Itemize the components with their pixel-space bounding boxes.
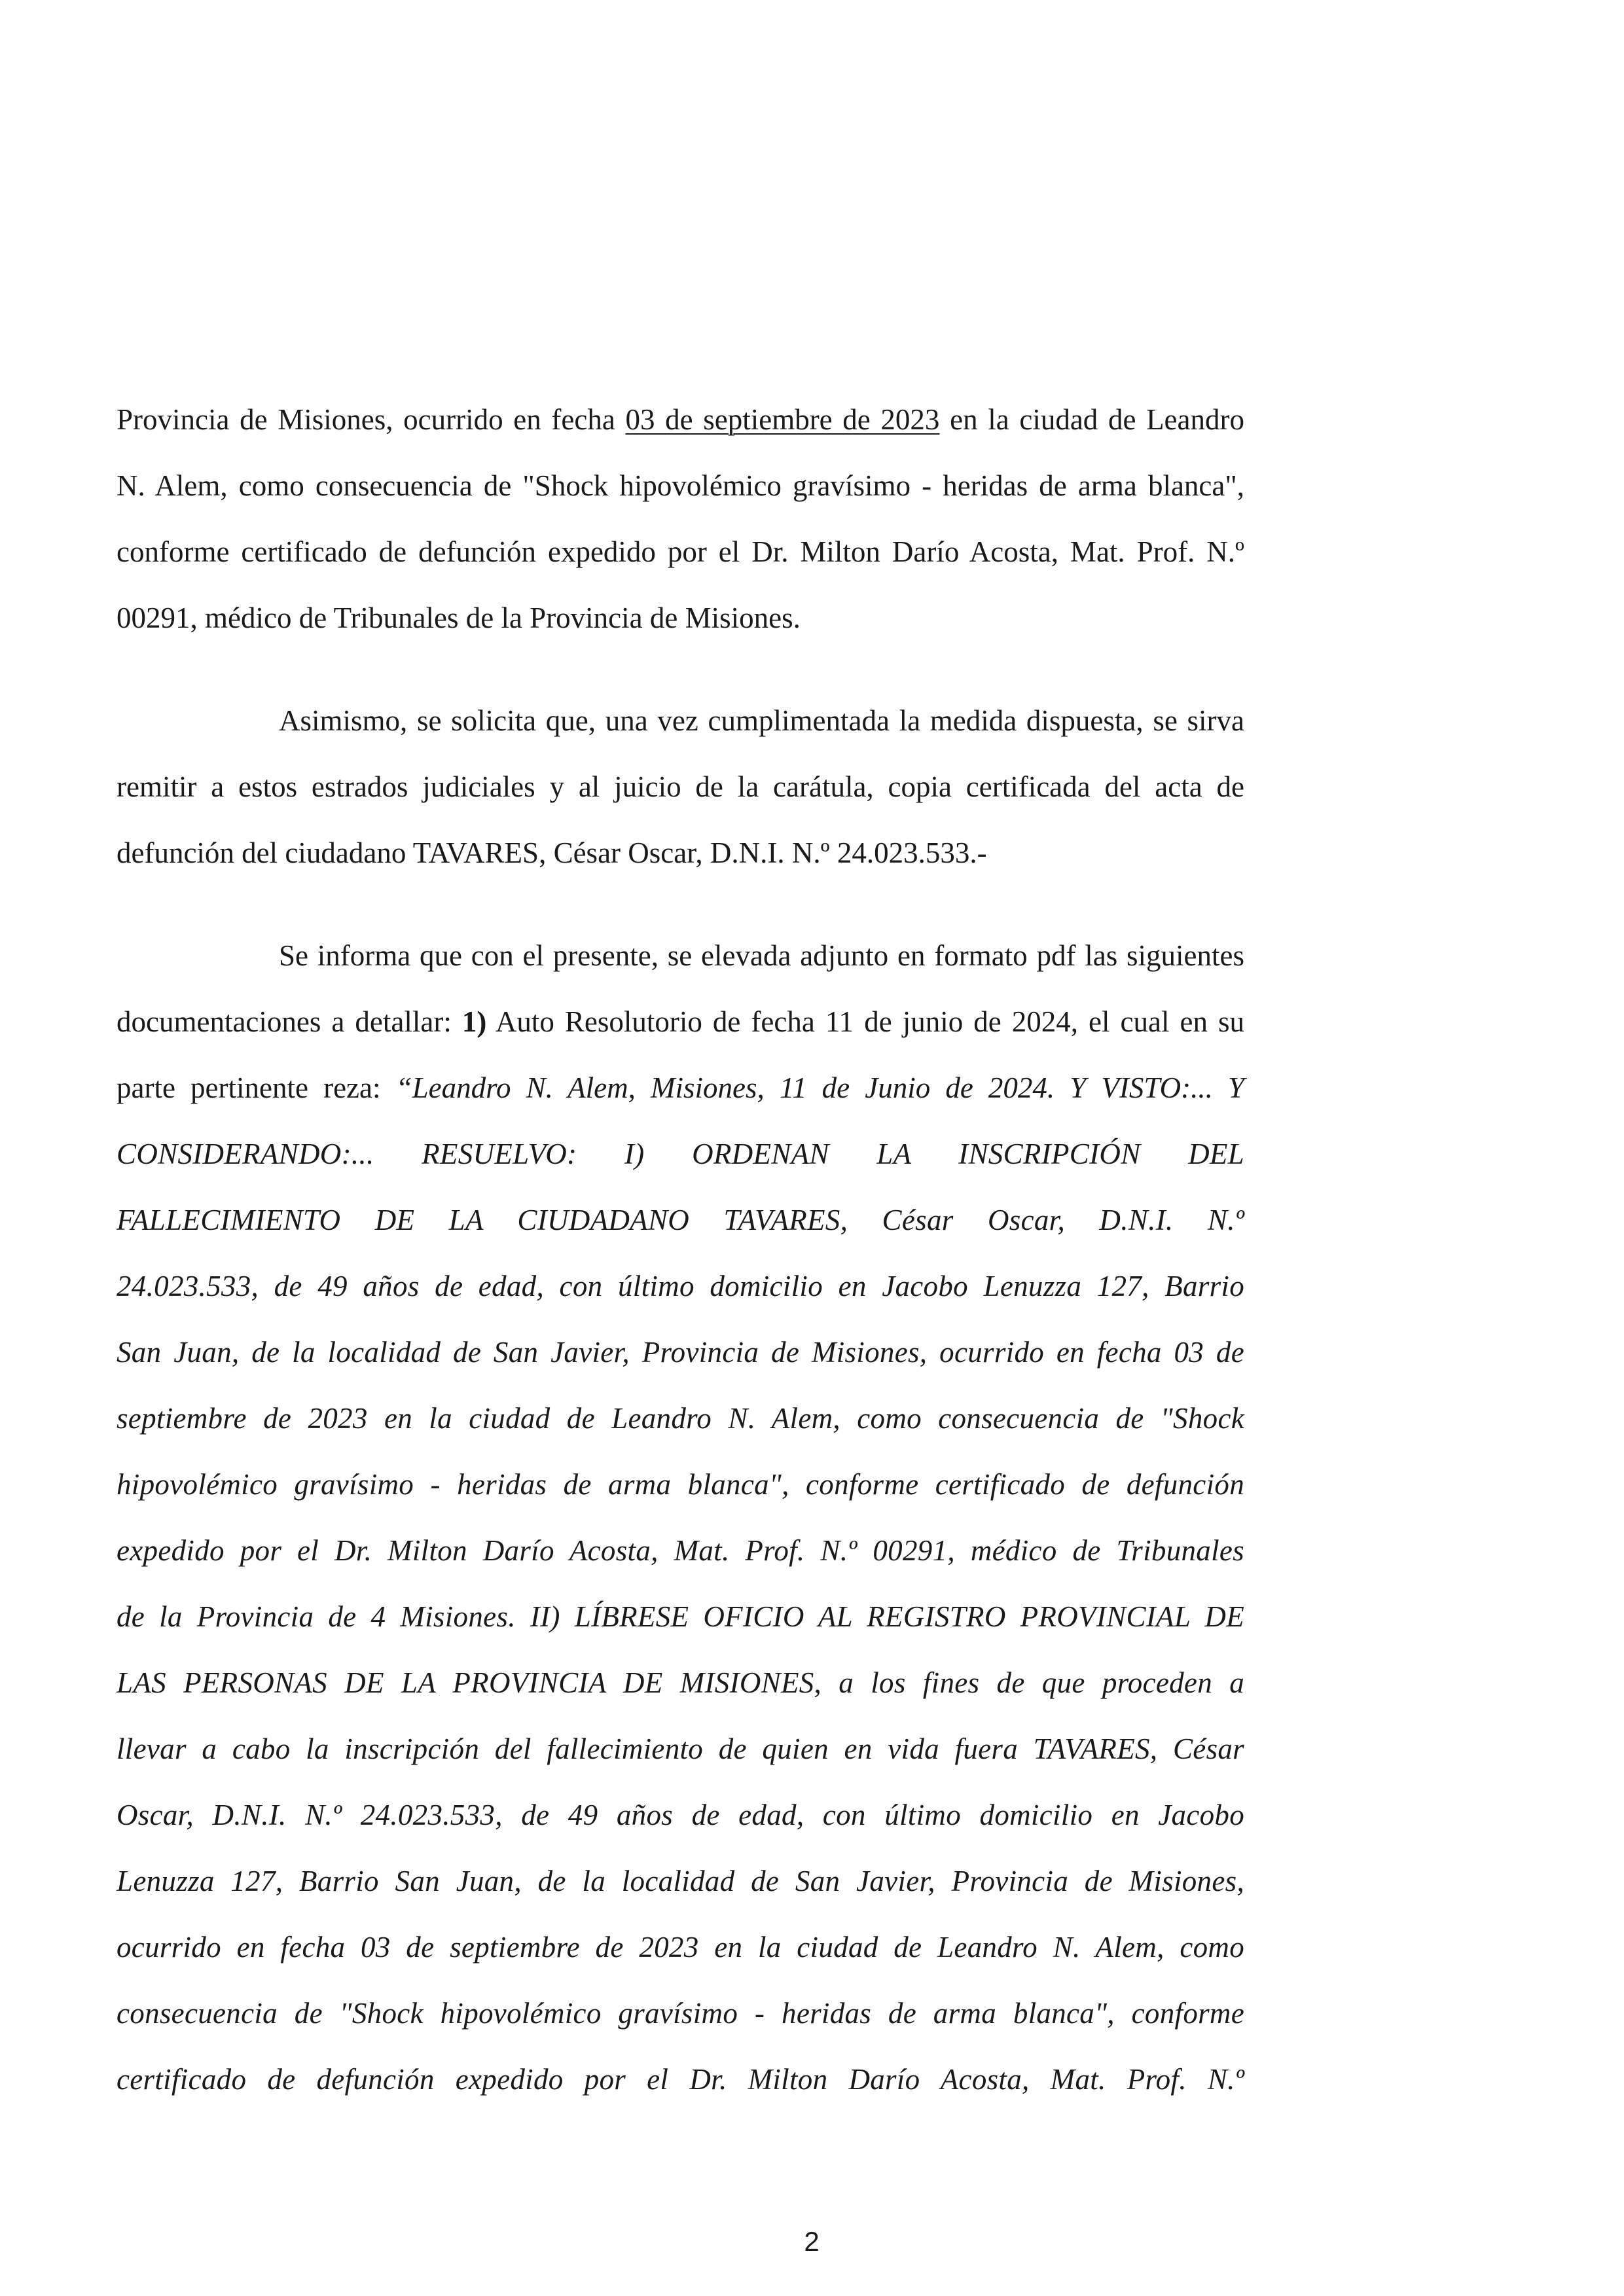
- quoted-text-line: expedido por el Dr. Milton Darío Acosta, Mat. Prof. N.º 00291, médico de Tribunales: [117, 1534, 1244, 1567]
- quoted-text-line: de la Provincia de 4 Misiones. II) LÍBRESE OFICIO AL REGISTRO PROVINCIAL DE: [117, 1600, 1244, 1633]
- quoted-text-line: hipovolémico gravísimo - heridas de arma blanca", conforme certificado de defunción: [117, 1468, 1244, 1501]
- quoted-text-line: ocurrido en fecha 03 de septiembre de 2023 en la ciudad de Leandro N. Alem, como: [117, 1931, 1244, 1964]
- quoted-text-line: certificado de defunción expedido por el Dr. Milton Darío Acosta, Mat. Prof. N.º: [117, 2063, 1244, 2096]
- body-text-line: Asimismo, se solicita que, una vez cumplimentada la medida dispuesta, se sirva: [279, 704, 1244, 737]
- body-text-line: N. Alem, como consecuencia de "Shock hipovolémico gravísimo - heridas de arma blanca",: [117, 469, 1244, 502]
- body-text-line: defunción del ciudadano TAVARES, César Oscar, D.N.I. N.º 24.023.533.-: [117, 836, 987, 869]
- quoted-text-line: septiembre de 2023 en la ciudad de Leandro N. Alem, como consecuencia de "Shock: [117, 1402, 1244, 1435]
- quoted-text-line: San Juan, de la localidad de San Javier, Provincia de Misiones, ocurrido en fecha 03 de: [117, 1336, 1244, 1369]
- body-text-line: [117, 1065, 1244, 1111]
- body-text-line: remitir a estos estrados judiciales y al juicio de la carátula, copia certificada del acta de: [117, 770, 1244, 803]
- text-run: Provincia de Misiones, ocurrido en fecha: [117, 403, 626, 436]
- text-run: en la ciudad de Leandro: [939, 403, 1244, 436]
- page-number: 2: [804, 2226, 820, 2257]
- bold-item-number: 1): [461, 1005, 487, 1038]
- underlined-date: 03 de septiembre de 2023: [625, 403, 940, 436]
- quoted-text-line: CONSIDERANDO:... RESUELVO: I) ORDENAN LA INSCRIPCIÓN DEL: [117, 1138, 1244, 1170]
- body-text-line: [117, 397, 1244, 442]
- text-run: documentaciones a detallar:: [117, 1005, 462, 1038]
- text-run: Auto Resolutorio de fecha 11 de junio de 2024, el cual en su: [486, 1005, 1244, 1038]
- quoted-text-line: 24.023.533, de 49 años de edad, con último domicilio en Jacobo Lenuzza 127, Barrio: [117, 1270, 1244, 1302]
- quoted-text-run: “Leandro N. Alem, Misiones, 11 de Junio de 2024. Y VISTO:... Y: [395, 1071, 1244, 1104]
- body-text-line: conforme certificado de defunción expedido por el Dr. Milton Darío Acosta, Mat. Prof. N.º: [117, 535, 1244, 568]
- quoted-text-line: Lenuzza 127, Barrio San Juan, de la localidad de San Javier, Provincia de Misiones,: [117, 1865, 1244, 1897]
- quoted-text-line: Oscar, D.N.I. N.º 24.023.533, de 49 años de edad, con último domicilio en Jacobo: [117, 1799, 1244, 1831]
- text-run: parte pertinente reza:: [117, 1071, 396, 1104]
- body-text-line: Se informa que con el presente, se elevada adjunto en formato pdf las siguientes: [279, 939, 1244, 972]
- quoted-text-line: llevar a cabo la inscripción del fallecimiento de quien en vida fuera TAVARES, César: [117, 1732, 1244, 1765]
- body-text-line: 00291, médico de Tribunales de la Provincia de Misiones.: [117, 601, 801, 634]
- quoted-text-line: consecuencia de "Shock hipovolémico gravísimo - heridas de arma blanca", conforme: [117, 1997, 1244, 2030]
- quoted-text-line: LAS PERSONAS DE LA PROVINCIA DE MISIONES, a los fines de que proceden a: [117, 1666, 1244, 1699]
- body-text-line: [117, 999, 1244, 1045]
- quoted-text-line: FALLECIMIENTO DE LA CIUDADANO TAVARES, César Oscar, D.N.I. N.º: [117, 1204, 1244, 1236]
